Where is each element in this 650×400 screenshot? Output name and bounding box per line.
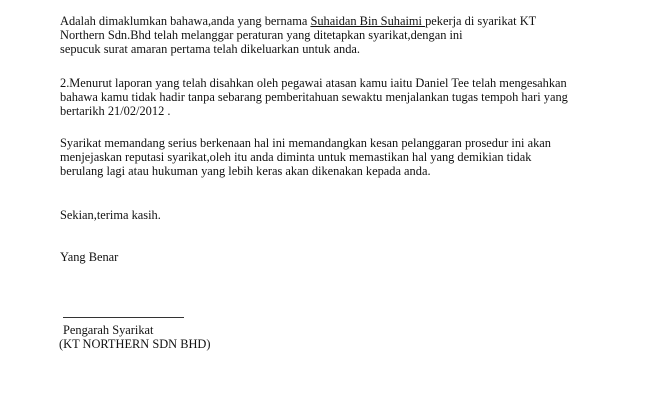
signature-line xyxy=(63,317,184,318)
signatory-company: (KT NORTHERN SDN BHD) xyxy=(59,337,211,351)
paragraph-1-text-end: pekerja di syarikat KT xyxy=(425,14,537,28)
paragraph-2-line-1: 2.Menurut laporan yang telah disahkan oleh pegawai atasan kamu iaitu Daniel Tee telah mengesahkan xyxy=(60,76,567,90)
employee-name: Suhaidan Bin Suhaimi xyxy=(310,14,426,28)
paragraph-1-line-1 xyxy=(60,15,536,28)
paragraph-2-line-3: bertarikh 21/02/2012 . xyxy=(60,104,171,118)
paragraph-3-line-2: menjejaskan reputasi syarikat,oleh itu anda diminta untuk memastikan hal yang demikian tidak xyxy=(60,150,532,164)
paragraph-1-line-2: Northern Sdn.Bhd telah melanggar peraturan yang ditetapkan syarikat,dengan ini xyxy=(60,28,463,42)
paragraph-1-text-start: Adalah dimaklumkan bahawa,anda yang bernama xyxy=(60,14,311,28)
paragraph-3-line-1: Syarikat memandang serius berkenaan hal ini memandangkan kesan pelanggaran prosedur ini akan xyxy=(60,136,551,150)
closing-text: Sekian,terima kasih. xyxy=(60,208,161,222)
paragraph-3-line-3: berulang lagi atau hukuman yang lebih keras akan dikenakan kepada anda. xyxy=(60,164,431,178)
sign-off-text: Yang Benar xyxy=(60,250,119,264)
paragraph-2-line-2: bahawa kamu tidak hadir tanpa sebarang pemberitahuan sewaktu menjalankan tugas tempoh hari yang xyxy=(60,90,568,104)
paragraph-1-line-3: sepucuk surat amaran pertama telah dikeluarkan untuk anda. xyxy=(60,42,361,56)
signatory-title: Pengarah Syarikat xyxy=(63,323,154,337)
